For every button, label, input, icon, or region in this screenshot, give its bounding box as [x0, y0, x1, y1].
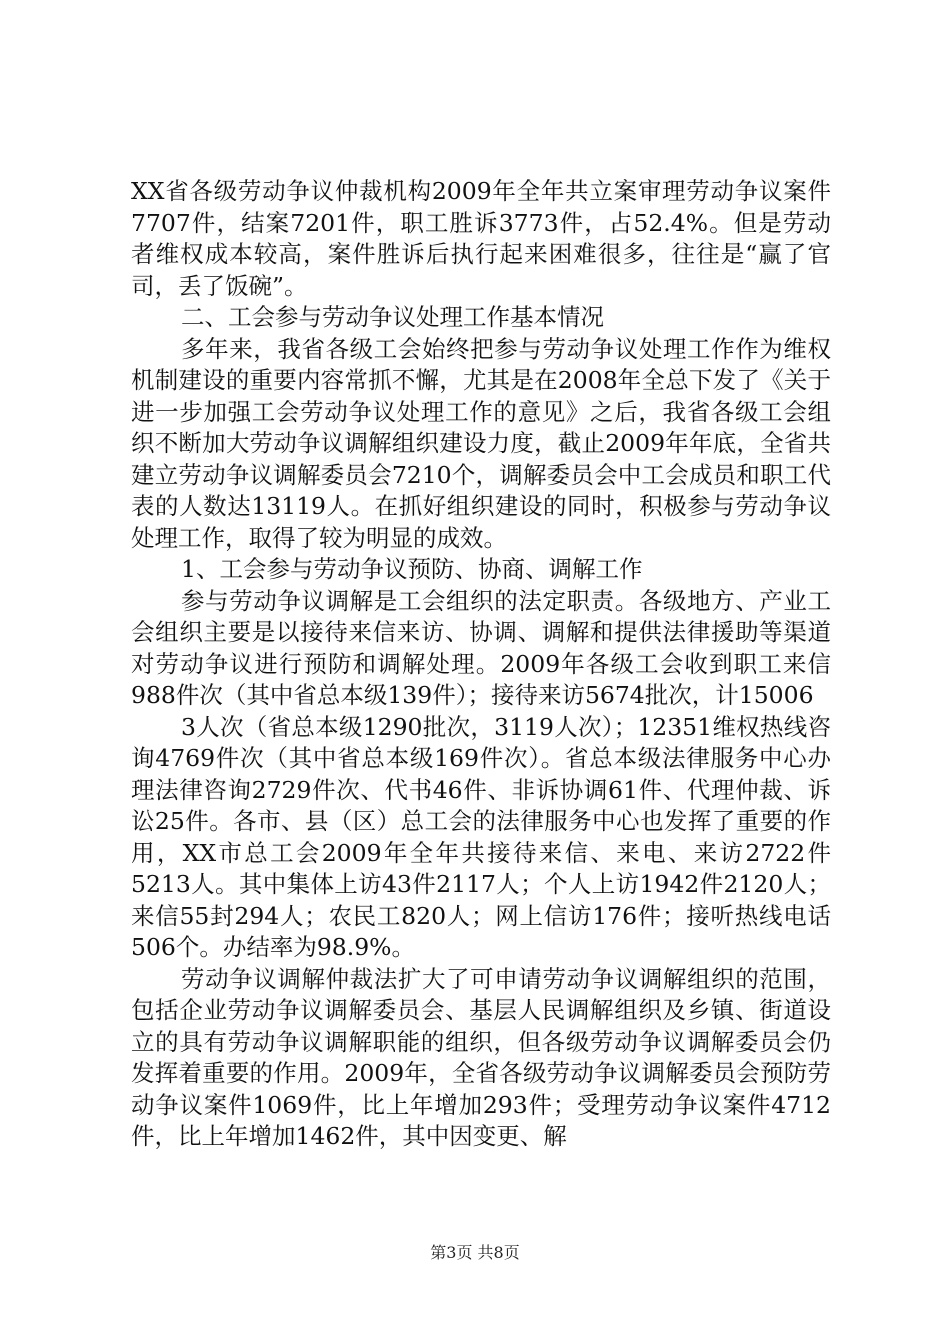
paragraph-continuation: XX省各级劳动争议仲裁机构2009年全年共立案审理劳动争议案件7707件，结案7201件，职工胜诉3773件，占52.4%。但是劳动者维权成本较高，案件胜诉后执行起来困难很多，往往是“赢了官司，丢了饭碗”。 [131, 177, 831, 300]
paragraph: 参与劳动争议调解是工会组织的法定职责。各级地方、产业工会组织主要是以接待来信来访、协调、调解和提供法律援助等渠道对劳动争议进行预防和调解处理。2009年各级工会收到职工来信988件次（其中省总本级139件）；接待来访5674批次，计15006 [131, 586, 831, 709]
paragraph: 劳动争议调解仲裁法扩大了可申请劳动争议调解组织的范围，包括企业劳动争议调解委员会、基层人民调解组织及乡镇、街道设立的具有劳动争议调解职能的组织，但各级劳动争议调解委员会仍发挥着重要的作用。2009年，全省各级劳动争议调解委员会预防劳动争议案件1069件，比上年增加293件；受理劳动争议案件4712件，比上年增加1462件，其中因变更、解 [131, 964, 831, 1150]
paragraph: 多年来，我省各级工会始终把参与劳动争议处理工作作为维权机制建设的重要内容常抓不懈，尤其是在2008年全总下发了《关于进一步加强工会劳动争议处理工作的意见》之后，我省各级工会组织不断加大劳动争议调解组织建设力度，截止2009年年底，全省共建立劳动争议调解委员会7210个，调解委员会中工会成员和职工代表的人数达13119人。在抓好组织建设的同时，积极参与劳动争议处理工作，取得了较为明显的成效。 [131, 334, 831, 552]
page-number-footer: 第3页 共8页 [430, 1243, 520, 1262]
subsection-heading: 1、工会参与劳动争议预防、协商、调解工作 [181, 555, 643, 583]
section-heading: 二、工会参与劳动争议处理工作基本情况 [181, 303, 604, 331]
paragraph: 3人次（省总本级1290批次，3119人次）；12351维权热线咨询4769件次（其中省总本级169件次）。省总本级法律服务中心办理法律咨询2729件次、代书46件、非诉协调61件、代理仲裁、诉讼25件。各市、县（区）总工会的法律服务中心也发挥了重要的作用，XX市总工会2009年全年共接待来信、来电、来访2722件5213人。其中集体上访43件2117人；个人上访1942件2120人；来信55封294人；农民工820人；网上信访176件；接听热线电话506个。办结率为98.9%。 [131, 712, 831, 961]
document-body [131, 176, 831, 1153]
